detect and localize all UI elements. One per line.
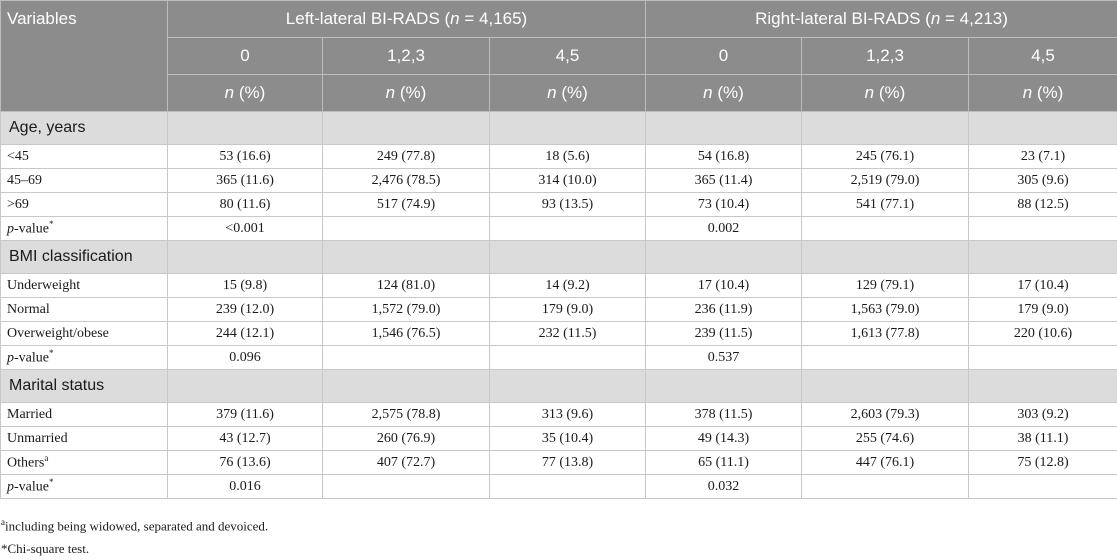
table-cell: 313 (9.6)	[490, 403, 646, 427]
table-cell: 1,613 (77.8)	[802, 322, 969, 346]
table-cell: 23 (7.1)	[969, 145, 1117, 169]
row-label	[1, 145, 168, 169]
table-cell: 305 (9.6)	[969, 169, 1117, 193]
pvalue-label	[1, 217, 168, 241]
table-cell: 365 (11.4)	[646, 169, 802, 193]
section-empty-cell	[969, 370, 1117, 403]
pvalue-row	[1, 475, 1117, 499]
row-label	[1, 322, 168, 346]
table-row	[1, 193, 1117, 217]
empty-cell	[490, 346, 646, 370]
table-row	[1, 322, 1117, 346]
pvalue-left: 0.016	[168, 475, 323, 499]
table-cell: 80 (11.6)	[168, 193, 323, 217]
pvalue-row	[1, 217, 1117, 241]
row-label-text: Normal	[7, 302, 50, 317]
table-cell: 314 (10.0)	[490, 169, 646, 193]
table-cell: 1,546 (76.5)	[323, 322, 490, 346]
table-row	[1, 145, 1117, 169]
empty-cell	[969, 346, 1117, 370]
row-label-text: Underweight	[7, 278, 80, 293]
section-empty-cell	[646, 112, 802, 145]
right-col-45-header: 4,5	[969, 38, 1117, 75]
table-cell: 378 (11.5)	[646, 403, 802, 427]
section-empty-cell	[802, 370, 969, 403]
table-cell: 2,519 (79.0)	[802, 169, 969, 193]
table-cell: 244 (12.1)	[168, 322, 323, 346]
table-cell: 129 (79.1)	[802, 274, 969, 298]
section-empty-cell	[323, 370, 490, 403]
pvalue-p: p	[7, 480, 14, 495]
table-cell: 260 (76.9)	[323, 427, 490, 451]
footnote-a: $^a$including being widowed, separated and devoiced.	[1, 511, 1117, 537]
unit-header: n (%)	[802, 75, 969, 112]
table-cell: 517 (74.9)	[323, 193, 490, 217]
table-row	[1, 274, 1117, 298]
right-lateral-group-header: Right-lateral BI-RADS (n = 4,213)	[646, 1, 1117, 38]
table-cell: 303 (9.2)	[969, 403, 1117, 427]
table-cell: 17 (10.4)	[646, 274, 802, 298]
section-empty-cell	[323, 241, 490, 274]
pvalue-row	[1, 346, 1117, 370]
section-header-row	[1, 241, 1117, 274]
table-row	[1, 169, 1117, 193]
empty-cell	[490, 217, 646, 241]
unit-header: n (%)	[168, 75, 323, 112]
empty-cell	[969, 475, 1117, 499]
variables-header: Variables	[1, 1, 168, 112]
right-col-123-header: 1,2,3	[802, 38, 969, 75]
section-empty-cell	[969, 112, 1117, 145]
pvalue-right: 0.002	[646, 217, 802, 241]
pvalue-left: 0.096	[168, 346, 323, 370]
section-empty-cell	[802, 112, 969, 145]
table-cell: 239 (11.5)	[646, 322, 802, 346]
section-empty-cell	[168, 370, 323, 403]
table-cell: 255 (74.6)	[802, 427, 969, 451]
pvalue-text: -value	[14, 351, 49, 366]
table-cell: 447 (76.1)	[802, 451, 969, 475]
section-empty-cell	[646, 370, 802, 403]
pvalue-p: p	[7, 351, 14, 366]
section-header-row	[1, 112, 1117, 145]
section-empty-cell	[168, 241, 323, 274]
table-cell: 88 (12.5)	[969, 193, 1117, 217]
table-cell: 17 (10.4)	[969, 274, 1117, 298]
section-title: BMI classification	[1, 241, 168, 274]
section-empty-cell	[490, 241, 646, 274]
pvalue-text: -value	[14, 480, 49, 495]
pvalue-text: -value	[14, 222, 49, 237]
section-empty-cell	[490, 370, 646, 403]
row-label-text: >69	[7, 197, 29, 212]
table-cell: 75 (12.8)	[969, 451, 1117, 475]
row-label	[1, 298, 168, 322]
unit-header: n (%)	[323, 75, 490, 112]
table-cell: 220 (10.6)	[969, 322, 1117, 346]
footnotes	[0, 511, 1117, 560]
section-header-row	[1, 370, 1117, 403]
table-cell: 65 (11.1)	[646, 451, 802, 475]
section-empty-cell	[969, 241, 1117, 274]
table-cell: 239 (12.0)	[168, 298, 323, 322]
empty-cell	[969, 217, 1117, 241]
table-cell: 179 (9.0)	[969, 298, 1117, 322]
table-header	[1, 1, 1117, 112]
section-empty-cell	[646, 241, 802, 274]
table-cell: 1,572 (79.0)	[323, 298, 490, 322]
empty-cell	[323, 475, 490, 499]
table-cell: 2,476 (78.5)	[323, 169, 490, 193]
section-title: Age, years	[1, 112, 168, 145]
row-label	[1, 451, 168, 475]
table-cell: 124 (81.0)	[323, 274, 490, 298]
pvalue-right: 0.032	[646, 475, 802, 499]
table-cell: 93 (13.5)	[490, 193, 646, 217]
unit-header: n (%)	[646, 75, 802, 112]
table-cell: 43 (12.7)	[168, 427, 323, 451]
right-col-0-header: 0	[646, 38, 802, 75]
table-cell: 14 (9.2)	[490, 274, 646, 298]
pvalue-label	[1, 346, 168, 370]
table-cell: 249 (77.8)	[323, 145, 490, 169]
empty-cell	[323, 346, 490, 370]
table-cell: 73 (10.4)	[646, 193, 802, 217]
footnote-star: *Chi-square test.	[1, 537, 1117, 560]
row-label-text: Unmarried	[7, 431, 68, 446]
table-cell: 541 (77.1)	[802, 193, 969, 217]
table-cell: 232 (11.5)	[490, 322, 646, 346]
table-cell: 245 (76.1)	[802, 145, 969, 169]
table-cell: 49 (14.3)	[646, 427, 802, 451]
section-empty-cell	[802, 241, 969, 274]
table-cell: 236 (11.9)	[646, 298, 802, 322]
table-row	[1, 403, 1117, 427]
table-row	[1, 451, 1117, 475]
row-label	[1, 274, 168, 298]
table-cell: 1,563 (79.0)	[802, 298, 969, 322]
row-label-text: <45	[7, 149, 29, 164]
left-lateral-group-header: Left-lateral BI-RADS (n = 4,165)	[168, 1, 646, 38]
empty-cell	[802, 217, 969, 241]
table-cell: 38 (11.1)	[969, 427, 1117, 451]
empty-cell	[802, 346, 969, 370]
table-cell: 54 (16.8)	[646, 145, 802, 169]
table-cell: 18 (5.6)	[490, 145, 646, 169]
table-cell: 35 (10.4)	[490, 427, 646, 451]
row-label-text: 45–69	[7, 173, 42, 188]
table-row	[1, 427, 1117, 451]
pvalue-mark: *	[49, 348, 54, 358]
table-cell: 179 (9.0)	[490, 298, 646, 322]
empty-cell	[802, 475, 969, 499]
footnote-marker: a	[44, 453, 48, 463]
section-empty-cell	[323, 112, 490, 145]
pvalue-right: 0.537	[646, 346, 802, 370]
table-cell: 53 (16.6)	[168, 145, 323, 169]
pvalue-mark: *	[49, 477, 54, 487]
empty-cell	[323, 217, 490, 241]
row-label	[1, 403, 168, 427]
table-cell: 76 (13.6)	[168, 451, 323, 475]
row-label-text: Married	[7, 407, 52, 422]
section-title: Marital status	[1, 370, 168, 403]
pvalue-label	[1, 475, 168, 499]
empty-cell	[490, 475, 646, 499]
table-cell: 15 (9.8)	[168, 274, 323, 298]
section-empty-cell	[168, 112, 323, 145]
table-cell: 77 (13.8)	[490, 451, 646, 475]
pvalue-p: p	[7, 222, 14, 237]
unit-header: n (%)	[490, 75, 646, 112]
row-label	[1, 427, 168, 451]
section-empty-cell	[490, 112, 646, 145]
table-cell: 379 (11.6)	[168, 403, 323, 427]
table-cell: 365 (11.6)	[168, 169, 323, 193]
row-label-text: Overweight/obese	[7, 326, 109, 341]
table-cell: 407 (72.7)	[323, 451, 490, 475]
left-col-0-header: 0	[168, 38, 323, 75]
table-body	[1, 112, 1117, 499]
table-cell: 2,575 (78.8)	[323, 403, 490, 427]
pvalue-left: <0.001	[168, 217, 323, 241]
table-cell: 2,603 (79.3)	[802, 403, 969, 427]
pvalue-mark: *	[49, 219, 54, 229]
table-row	[1, 298, 1117, 322]
left-col-123-header: 1,2,3	[323, 38, 490, 75]
unit-header: n (%)	[969, 75, 1117, 112]
row-label	[1, 169, 168, 193]
left-col-45-header: 4,5	[490, 38, 646, 75]
row-label-text: Others	[7, 456, 44, 471]
row-label	[1, 193, 168, 217]
